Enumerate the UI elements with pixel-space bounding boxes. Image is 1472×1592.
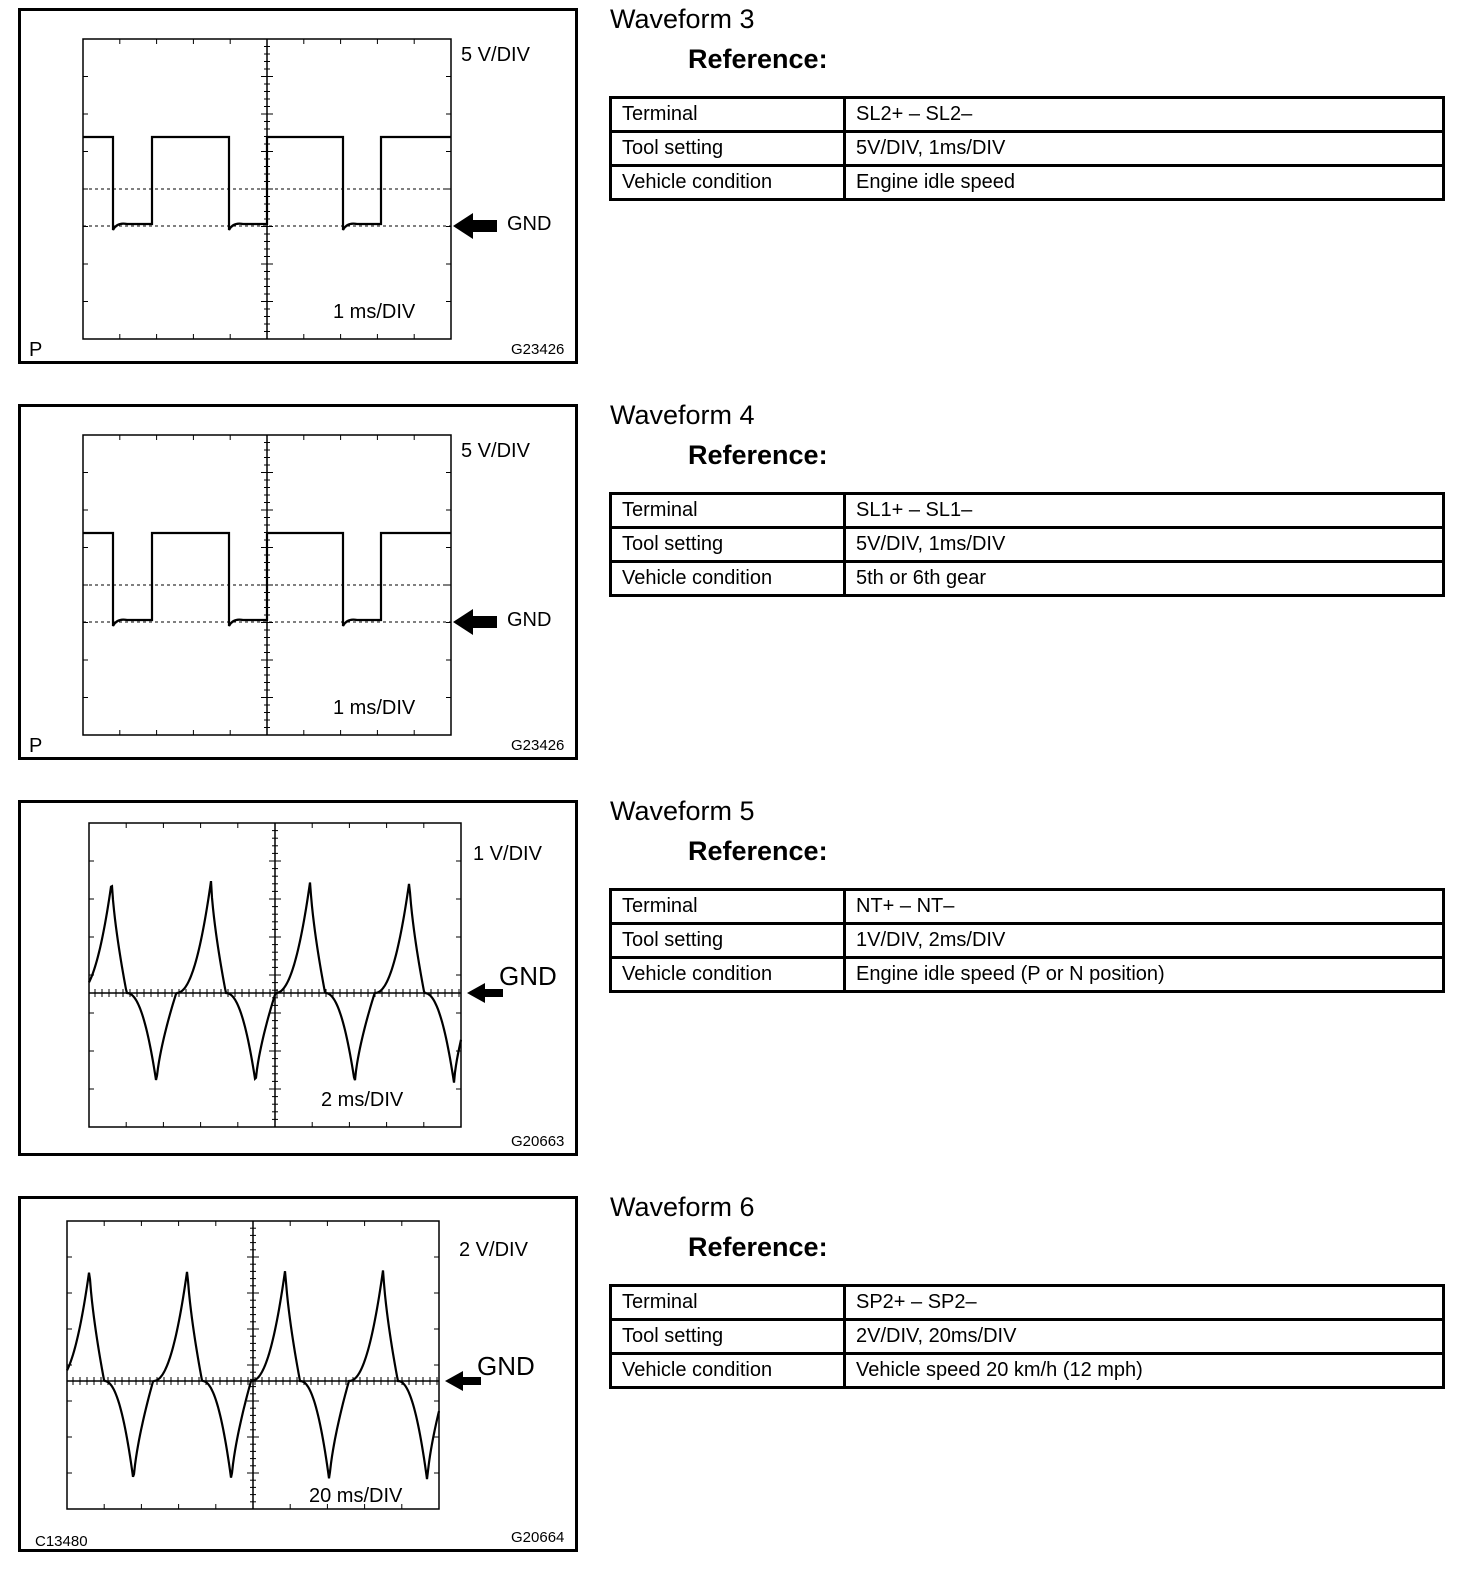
volt-div-label: 2 V/DIV (459, 1239, 528, 1261)
gnd-label: GND (477, 1351, 535, 1381)
table-value: 5th or 6th gear (845, 562, 1444, 596)
table-key: Vehicle condition (611, 958, 845, 992)
waveform-title: Waveform 3 (610, 4, 755, 34)
reference-table (609, 492, 1445, 597)
waveform-6-section (0, 1192, 1472, 1592)
time-div-label: 1 ms/DIV (333, 697, 416, 719)
waveform-title: Waveform 6 (610, 1192, 755, 1222)
waveform-trace (83, 137, 451, 230)
table-key: Vehicle condition (611, 562, 845, 596)
reference-heading: Reference: (688, 836, 828, 866)
figure-corner-left: C13480 (35, 1533, 88, 1550)
table-value: SL1+ – SL1– (845, 494, 1444, 528)
time-div-label: 2 ms/DIV (321, 1089, 404, 1111)
waveform-trace (83, 533, 451, 626)
table-row (611, 1286, 1444, 1320)
gnd-arrow-icon (467, 983, 503, 1003)
gnd-arrow-icon (445, 1371, 481, 1391)
volt-div-label: 1 V/DIV (473, 843, 542, 865)
reference-table (609, 1284, 1445, 1389)
table-key: Vehicle condition (611, 166, 845, 200)
table-row (611, 1320, 1444, 1354)
volt-div-label: 5 V/DIV (461, 44, 530, 66)
table-key: Terminal (611, 494, 845, 528)
table-key: Vehicle condition (611, 1354, 845, 1388)
gnd-label: GND (507, 609, 552, 631)
table-value: 2V/DIV, 20ms/DIV (845, 1320, 1444, 1354)
table-row (611, 166, 1444, 200)
table-row (611, 562, 1444, 596)
table-value: Engine idle speed (845, 166, 1444, 200)
volt-div-label: 5 V/DIV (461, 440, 530, 462)
table-row (611, 890, 1444, 924)
table-row (611, 528, 1444, 562)
table-key: Terminal (611, 98, 845, 132)
table-key: Terminal (611, 1286, 845, 1320)
gnd-arrow-icon (453, 213, 497, 239)
waveform-4-figure (18, 404, 578, 760)
table-value: 5V/DIV, 1ms/DIV (845, 528, 1444, 562)
figure-corner-left: P (29, 735, 43, 757)
table-value: SL2+ – SL2– (845, 98, 1444, 132)
figure-id: G20663 (511, 1133, 565, 1150)
table-row (611, 924, 1444, 958)
gnd-label: GND (499, 961, 557, 991)
table-value: 5V/DIV, 1ms/DIV (845, 132, 1444, 166)
waveform-5-section (0, 796, 1472, 1196)
table-key: Tool setting (611, 528, 845, 562)
table-value: SP2+ – SP2– (845, 1286, 1444, 1320)
waveform-4-section (0, 400, 1472, 800)
gnd-label: GND (507, 213, 552, 235)
table-row (611, 98, 1444, 132)
table-key: Tool setting (611, 132, 845, 166)
reference-table (609, 888, 1445, 993)
waveform-5-figure (18, 800, 578, 1156)
table-value: Engine idle speed (P or N position) (845, 958, 1444, 992)
waveform-6-figure (18, 1196, 578, 1552)
table-key: Tool setting (611, 1320, 845, 1354)
reference-heading: Reference: (688, 44, 828, 74)
figure-id: G20664 (511, 1529, 565, 1546)
figure-id: G23426 (511, 737, 565, 754)
table-row (611, 132, 1444, 166)
table-value: 1V/DIV, 2ms/DIV (845, 924, 1444, 958)
time-div-label: 1 ms/DIV (333, 301, 416, 323)
table-row (611, 1354, 1444, 1388)
table-key: Tool setting (611, 924, 845, 958)
gnd-arrow-icon (453, 609, 497, 635)
reference-heading: Reference: (688, 440, 828, 470)
reference-heading: Reference: (688, 1232, 828, 1262)
table-row (611, 494, 1444, 528)
table-key: Terminal (611, 890, 845, 924)
waveform-3-figure (18, 8, 578, 364)
time-div-label: 20 ms/DIV (309, 1485, 403, 1507)
waveform-title: Waveform 4 (610, 400, 755, 430)
figure-corner-left: P (29, 339, 43, 361)
waveform-3-section (0, 4, 1472, 404)
table-row (611, 958, 1444, 992)
table-value: Vehicle speed 20 km/h (12 mph) (845, 1354, 1444, 1388)
figure-id: G23426 (511, 341, 565, 358)
table-value: NT+ – NT– (845, 890, 1444, 924)
reference-table (609, 96, 1445, 201)
waveform-title: Waveform 5 (610, 796, 755, 826)
